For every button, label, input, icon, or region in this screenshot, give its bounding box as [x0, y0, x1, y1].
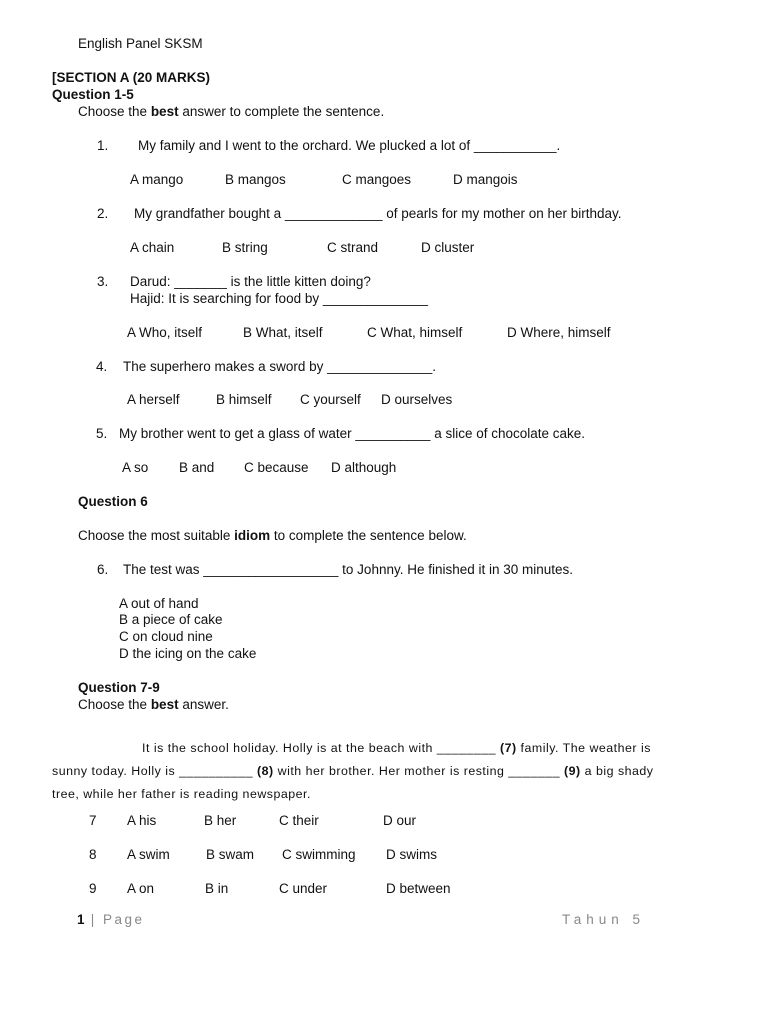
question-text: My brother went to get a glass of water __________ a slice of chocolate cake. — [119, 426, 586, 441]
answer-option: B What, itself — [243, 325, 323, 340]
passage-line: It is the school holiday. Holly is at the beach with ________ (7) family. The weather is — [142, 741, 651, 755]
answer-option: D swims — [386, 847, 437, 862]
answer-option: B himself — [216, 392, 272, 407]
passage-line: tree, while her father is reading newspaper. — [52, 787, 311, 801]
question-number: 2. — [97, 206, 109, 221]
answer-option: A chain — [130, 240, 175, 255]
answer-option: A out of hand — [119, 596, 199, 611]
question-number: 1. — [97, 138, 109, 153]
answer-option: A so — [122, 460, 149, 475]
question-number: 3. — [97, 274, 109, 289]
question-text: The test was __________________ to Johnny. He finished it in 30 minutes. — [123, 562, 574, 577]
answer-option: B a piece of cake — [119, 612, 223, 627]
answer-option: C because — [244, 460, 309, 475]
answer-option: C What, himself — [367, 325, 463, 340]
answer-option: C strand — [327, 240, 379, 255]
answer-option: C swimming — [282, 847, 356, 862]
answer-option: A on — [127, 881, 155, 896]
question-number: 9 — [89, 881, 97, 896]
question-text: My grandfather bought a _____________ of pearls for my mother on her birthday. — [134, 206, 622, 221]
answer-option: C their — [279, 813, 319, 828]
answer-option: A his — [127, 813, 157, 828]
question-heading: Question 1-5 — [52, 87, 134, 102]
answer-option: B string — [222, 240, 268, 255]
answer-option: A mango — [130, 172, 184, 187]
question-number: 5. — [96, 426, 108, 441]
passage-line: sunny today. Holly is __________ (8) with her brother. Her mother is resting _______ (9) a big shady — [52, 764, 654, 778]
question-number: 8 — [89, 847, 97, 862]
instruction: Choose the best answer to complete the sentence. — [78, 104, 385, 119]
instruction: Choose the best answer. — [78, 697, 229, 712]
question-text: Hajid: It is searching for food by ______________ — [130, 291, 428, 306]
answer-option: C mangoes — [342, 172, 412, 187]
question-number: 7 — [89, 813, 97, 828]
answer-option: C on cloud nine — [119, 629, 213, 644]
answer-option: D mangois — [453, 172, 518, 187]
answer-option: D Where, himself — [507, 325, 611, 340]
answer-option: D our — [383, 813, 417, 828]
answer-option: D although — [331, 460, 397, 475]
answer-option: A Who, itself — [127, 325, 203, 340]
answer-option: B swam — [206, 847, 255, 862]
document-header: English Panel SKSM — [78, 36, 203, 51]
question-text: The superhero makes a sword by ______________. — [123, 359, 436, 374]
answer-option: C under — [279, 881, 328, 896]
question-number: 6. — [97, 562, 109, 577]
answer-option: A swim — [127, 847, 170, 862]
answer-option: A herself — [127, 392, 180, 407]
question-heading: Question 6 — [78, 494, 148, 509]
question-text: My family and I went to the orchard. We plucked a lot of ___________. — [138, 138, 561, 153]
answer-option: C yourself — [300, 392, 361, 407]
question-heading: Question 7-9 — [78, 680, 160, 695]
page-number: 1 — [77, 912, 85, 927]
answer-option: B in — [205, 881, 229, 896]
instruction: Choose the most suitable idiom to complete the sentence below. — [78, 528, 467, 543]
footer-grade: Tahun 5 — [562, 912, 646, 927]
answer-option: D between — [386, 881, 451, 896]
answer-option: B mangos — [225, 172, 286, 187]
answer-option: D ourselves — [381, 392, 453, 407]
section-title: [SECTION A (20 MARKS) — [52, 70, 211, 85]
answer-option: D cluster — [421, 240, 475, 255]
question-number: 4. — [96, 359, 108, 374]
question-text: Darud: _______ is the little kitten doing? — [130, 274, 371, 289]
answer-option: B and — [179, 460, 215, 475]
answer-option: B her — [204, 813, 237, 828]
page-footer: 1 | Page — [77, 912, 145, 927]
answer-option: D the icing on the cake — [119, 646, 257, 661]
page-label: Page — [103, 912, 145, 927]
